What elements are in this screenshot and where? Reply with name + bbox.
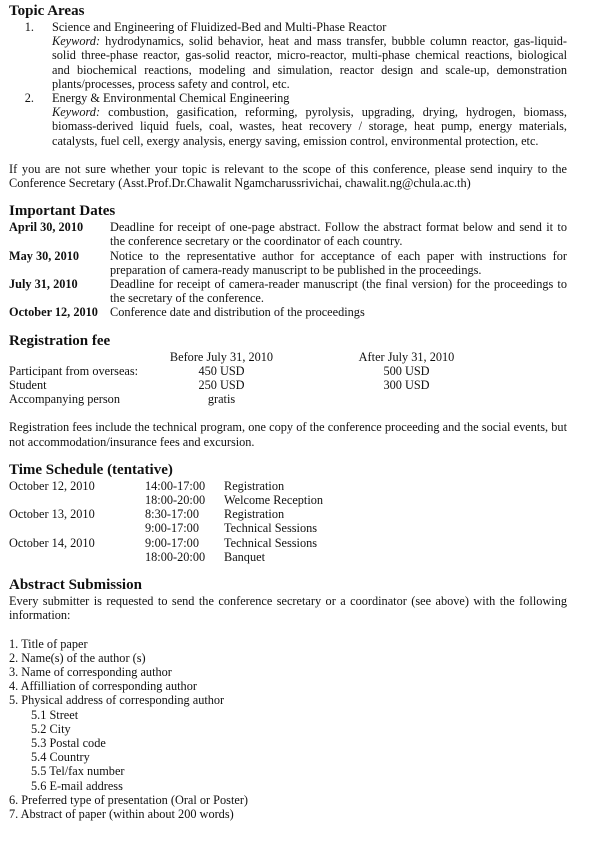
topic-item bbox=[9, 91, 567, 148]
date-description: Deadline for receipt of camera-reader manuscript (the final version) for the proceedings to the secretary of the conference. bbox=[110, 277, 567, 306]
date-label: April 30, 2010 bbox=[9, 220, 84, 235]
sub-list-item: 5.3 Postal code bbox=[31, 735, 106, 750]
topic-item bbox=[9, 20, 567, 91]
schedule-date: October 13, 2010 bbox=[9, 507, 95, 522]
important-dates-section bbox=[9, 203, 567, 319]
schedule-event: Welcome Reception bbox=[224, 493, 324, 508]
abstract-requirements-list bbox=[9, 637, 567, 822]
schedule-row bbox=[9, 550, 567, 564]
keyword-label: Keyword: bbox=[52, 105, 101, 120]
schedule-time: 14:00-17:00 bbox=[145, 478, 206, 493]
schedule-event: Technical Sessions bbox=[224, 521, 318, 536]
topic-areas-section bbox=[9, 0, 567, 190]
sub-list-item: 5.1 Street bbox=[31, 707, 79, 722]
schedule-event: Registration bbox=[224, 507, 285, 522]
fee-before: 250 USD bbox=[198, 378, 245, 393]
list-item: 1. Title of paper bbox=[9, 636, 88, 651]
topic-keywords bbox=[52, 105, 567, 148]
schedule-date: October 14, 2010 bbox=[9, 535, 95, 550]
schedule-time: 8:30-17:00 bbox=[145, 507, 199, 522]
fee-row bbox=[9, 378, 567, 392]
topic-number: 2. bbox=[24, 91, 34, 106]
list-item: 4. Affilliation of corresponding author bbox=[9, 679, 197, 694]
fee-row bbox=[9, 392, 567, 406]
date-row bbox=[9, 305, 567, 319]
fee-column-header bbox=[9, 350, 154, 364]
sub-list-item: 5.5 Tel/fax number bbox=[31, 764, 125, 779]
schedule-date bbox=[9, 521, 145, 535]
keyword-list: hydrodynamics, solid behavior, heat and mass transfer, bubble column reactor, gas-liquid-solid three-phase reactor, gas-solid reactor, micro-reactor, multi-phase chemical reactions, biological and biochemical reactions, modeling and simulation, reactor design and scale-up, demonstration plants/processes, process safety and control, etc. bbox=[52, 34, 567, 91]
schedule-time: 9:00-17:00 bbox=[145, 535, 199, 550]
schedule-row bbox=[9, 493, 567, 507]
sub-list-item: 5.2 City bbox=[31, 721, 71, 736]
schedule-time: 9:00-17:00 bbox=[145, 521, 199, 536]
abstract-submission-section bbox=[9, 577, 567, 821]
fee-after bbox=[339, 392, 474, 406]
fee-header-row bbox=[9, 350, 567, 364]
schedule-row bbox=[9, 536, 567, 550]
fee-before: 450 USD bbox=[198, 363, 245, 378]
list-item: 7. Abstract of paper (within about 200 words) bbox=[9, 806, 234, 821]
inquiry-paragraph: If you are not sure whether your topic is relevant to the scope of this conference, please send inquiry to the Conference Secretary (Asst.Prof.Dr.Chawalit Ngamcharussrivichai, chawalit.ng@chula.ac.th) bbox=[9, 161, 567, 191]
topic-number: 1. bbox=[24, 20, 34, 34]
date-label: July 31, 2010 bbox=[9, 277, 78, 292]
topic-title: Energy & Environmental Chemical Engineering bbox=[52, 91, 290, 106]
date-row bbox=[9, 277, 567, 305]
abstract-intro: Every submitter is requested to send the conference secretary or a coordinator (see above) with the following information: bbox=[9, 594, 567, 623]
topic-title: Science and Engineering of Fluidized-Bed and Multi-Phase Reactor bbox=[52, 20, 387, 34]
fee-column-header: Before July 31, 2010 bbox=[169, 349, 274, 364]
schedule-row bbox=[9, 479, 567, 493]
fee-category: Accompanying person bbox=[9, 392, 120, 407]
registration-fee-heading: Registration fee bbox=[9, 332, 111, 349]
date-row bbox=[9, 220, 567, 248]
schedule-event: Banquet bbox=[224, 549, 265, 564]
abstract-submission-heading: Abstract Submission bbox=[9, 577, 142, 594]
list-item: 3. Name of corresponding author bbox=[9, 664, 172, 679]
registration-fee-section bbox=[9, 333, 567, 449]
date-description: Notice to the representative author for acceptance of each paper with instructions for preparation of camera-ready manuscript to be published in the proceedings. bbox=[110, 248, 567, 277]
schedule-row bbox=[9, 507, 567, 521]
date-label: October 12, 2010 bbox=[9, 305, 98, 320]
date-description: Deadline for receipt of one-page abstract. Follow the abstract format below and send it to the conference secretary or the coordinator of each country. bbox=[110, 220, 567, 249]
schedule-time: 18:00-20:00 bbox=[145, 493, 206, 508]
keyword-label: Keyword: bbox=[52, 34, 101, 49]
fee-after: 300 USD bbox=[383, 378, 430, 393]
schedule-date bbox=[9, 550, 145, 564]
time-schedule-section bbox=[9, 462, 567, 564]
keyword-list: combustion, gasification, reforming, pyrolysis, upgrading, drying, hydrogen, biomass, biomass-derived liquid fuels, coal, wastes, heat recovery / storage, heat pump, energy materials, catalysts, fuel cell, exergy analysis, energy saving, emission control, environmental protection, etc. bbox=[52, 105, 567, 148]
schedule-event: Registration bbox=[224, 478, 285, 493]
list-item: 2. Name(s) of the author (s) bbox=[9, 650, 146, 665]
list-item: 6. Preferred type of presentation (Oral or Poster) bbox=[9, 792, 249, 807]
schedule-time: 18:00-20:00 bbox=[145, 549, 206, 564]
date-row bbox=[9, 249, 567, 277]
time-schedule-heading: Time Schedule (tentative) bbox=[9, 461, 173, 478]
schedule-date bbox=[9, 493, 145, 507]
topic-keywords bbox=[52, 34, 567, 91]
fee-category: Participant from overseas: bbox=[9, 363, 139, 378]
fee-category: Student bbox=[9, 378, 47, 393]
fee-note: Registration fees include the technical program, one copy of the conference proceeding and the social events, but not accommodation/insurance fees and excursion. bbox=[9, 420, 567, 449]
date-description: Conference date and distribution of the proceedings bbox=[110, 305, 365, 320]
important-dates-heading: Important Dates bbox=[9, 203, 116, 220]
fee-before: gratis bbox=[207, 392, 236, 407]
schedule-row bbox=[9, 521, 567, 535]
fee-column-header: After July 31, 2010 bbox=[358, 349, 455, 364]
schedule-event: Technical Sessions bbox=[224, 535, 318, 550]
topic-areas-heading: Topic Areas bbox=[9, 3, 85, 19]
fee-row bbox=[9, 364, 567, 378]
fee-after: 500 USD bbox=[383, 363, 430, 378]
list-item: 5. Physical address of corresponding author bbox=[9, 693, 225, 708]
schedule-date: October 12, 2010 bbox=[9, 478, 95, 493]
sub-list-item: 5.4 Country bbox=[31, 750, 90, 765]
sub-list-item: 5.6 E-mail address bbox=[31, 778, 123, 793]
date-label: May 30, 2010 bbox=[9, 248, 80, 263]
